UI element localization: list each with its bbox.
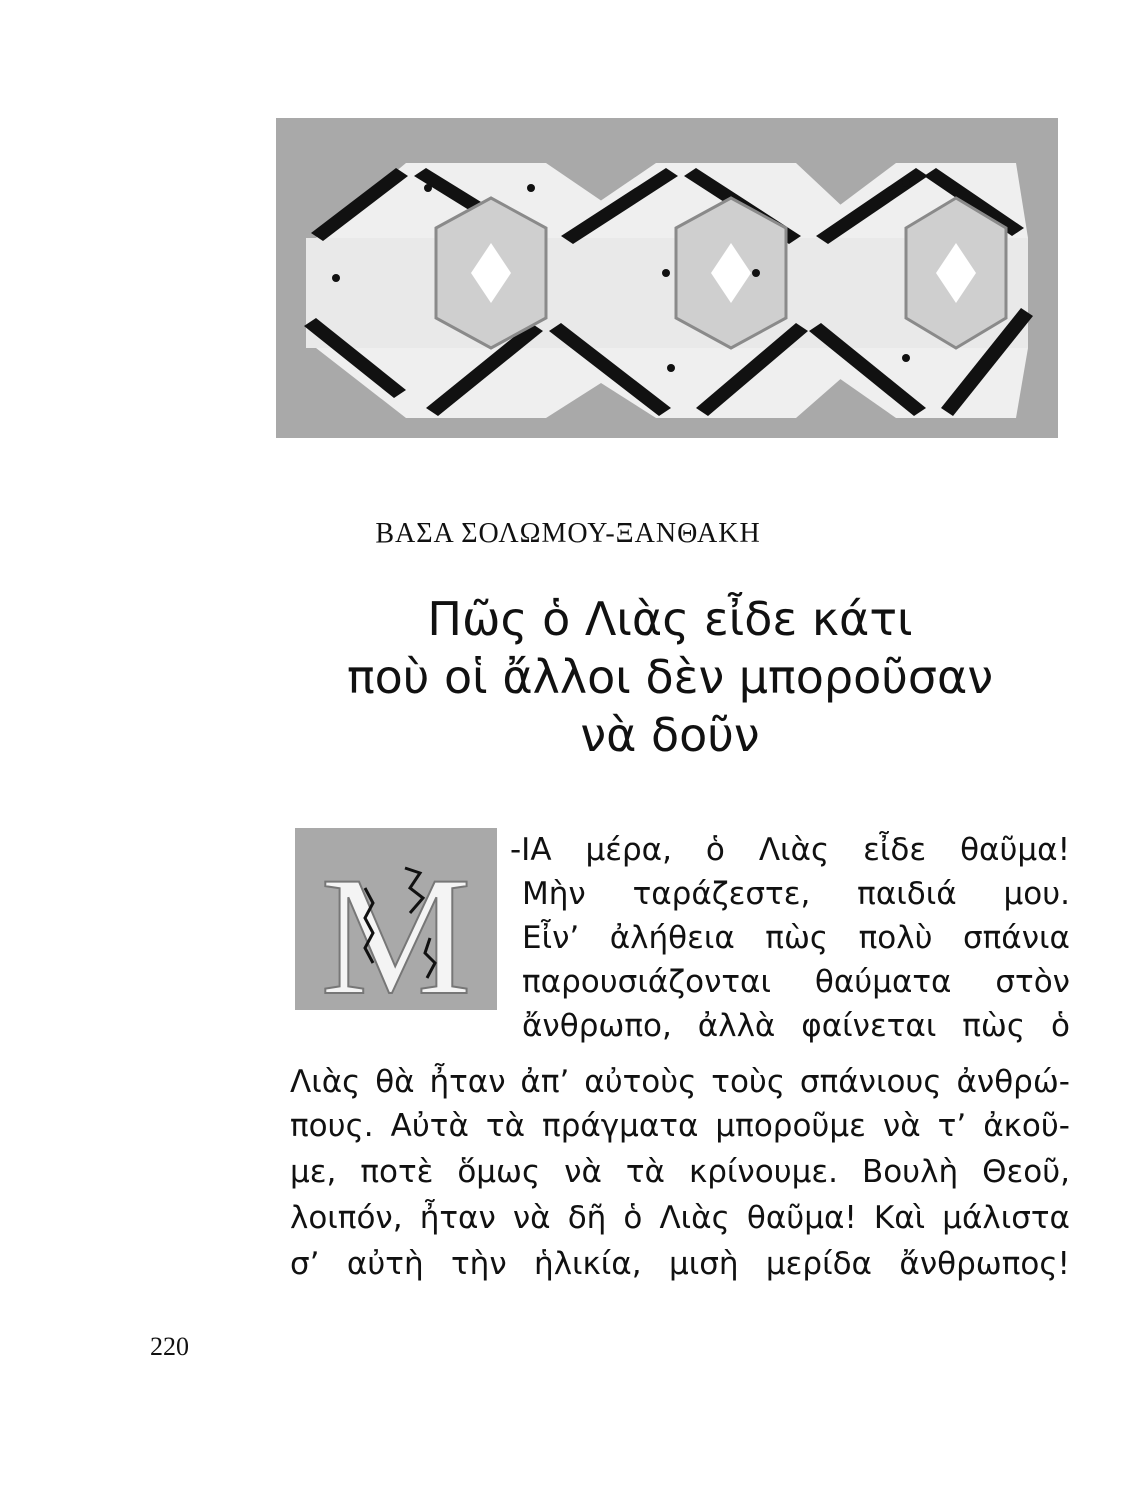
embroidery-pattern-icon <box>276 118 1058 438</box>
body-text-line: Εἶν’ ἀλήθεια πὼς πολὺ σπάνια <box>522 920 1070 956</box>
body-text-line: παρουσιάζονται θαύματα στὸν <box>522 964 1070 1000</box>
body-text-line: Λιὰς θὰ ἦταν ἀπ’ αὐτοὺς τοὺς σπάνιους ἀνθρώ- <box>290 1064 1070 1100</box>
body-text-line: σ’ αὐτὴ τὴν ἡλικία, μισὴ μερίδα ἄνθρωπος! <box>290 1246 1070 1282</box>
drop-cap-letter: M <box>320 842 472 1010</box>
body-text-line: πους. Αὐτὰ τὰ πράγματα μποροῦμε νὰ τ’ ἀκοῦ- <box>290 1108 1070 1144</box>
body-text-line: Μὴν ταράζεστε, παιδιά μου. <box>522 876 1070 912</box>
body-text-line: με, ποτὲ ὅμως νὰ τὰ κρίνουμε. Βουλὴ Θεοῦ, <box>290 1154 1070 1190</box>
body-text-line: ἄνθρωπο, ἀλλὰ φαίνεται πὼς ὁ <box>522 1008 1070 1044</box>
story-title <box>270 590 1070 764</box>
page-number: 220 <box>150 1332 189 1361</box>
ornamental-letter-icon <box>295 828 497 1010</box>
author-name: ΒΑΣΑ ΣΟΛΩΜΟΥ-ΞΑΝΘΑΚΗ <box>375 518 761 549</box>
title-line: νὰ δοῦν <box>580 708 760 762</box>
body-text-line: λοιπόν, ἦταν νὰ δῆ ὁ Λιὰς θαῦμα! Καὶ μάλιστα <box>290 1200 1070 1236</box>
decorative-embroidery-banner <box>276 118 1058 438</box>
drop-cap-initial <box>295 828 497 1010</box>
body-text-line: -ΙΑ μέρα, ὁ Λιὰς εἶδε θαῦμα! <box>510 832 1070 868</box>
title-line: ποὺ οἱ ἄλλοι δὲν μποροῦσαν <box>346 650 994 704</box>
title-line: Πῶς ὁ Λιὰς εἶδε κάτι <box>427 592 913 646</box>
